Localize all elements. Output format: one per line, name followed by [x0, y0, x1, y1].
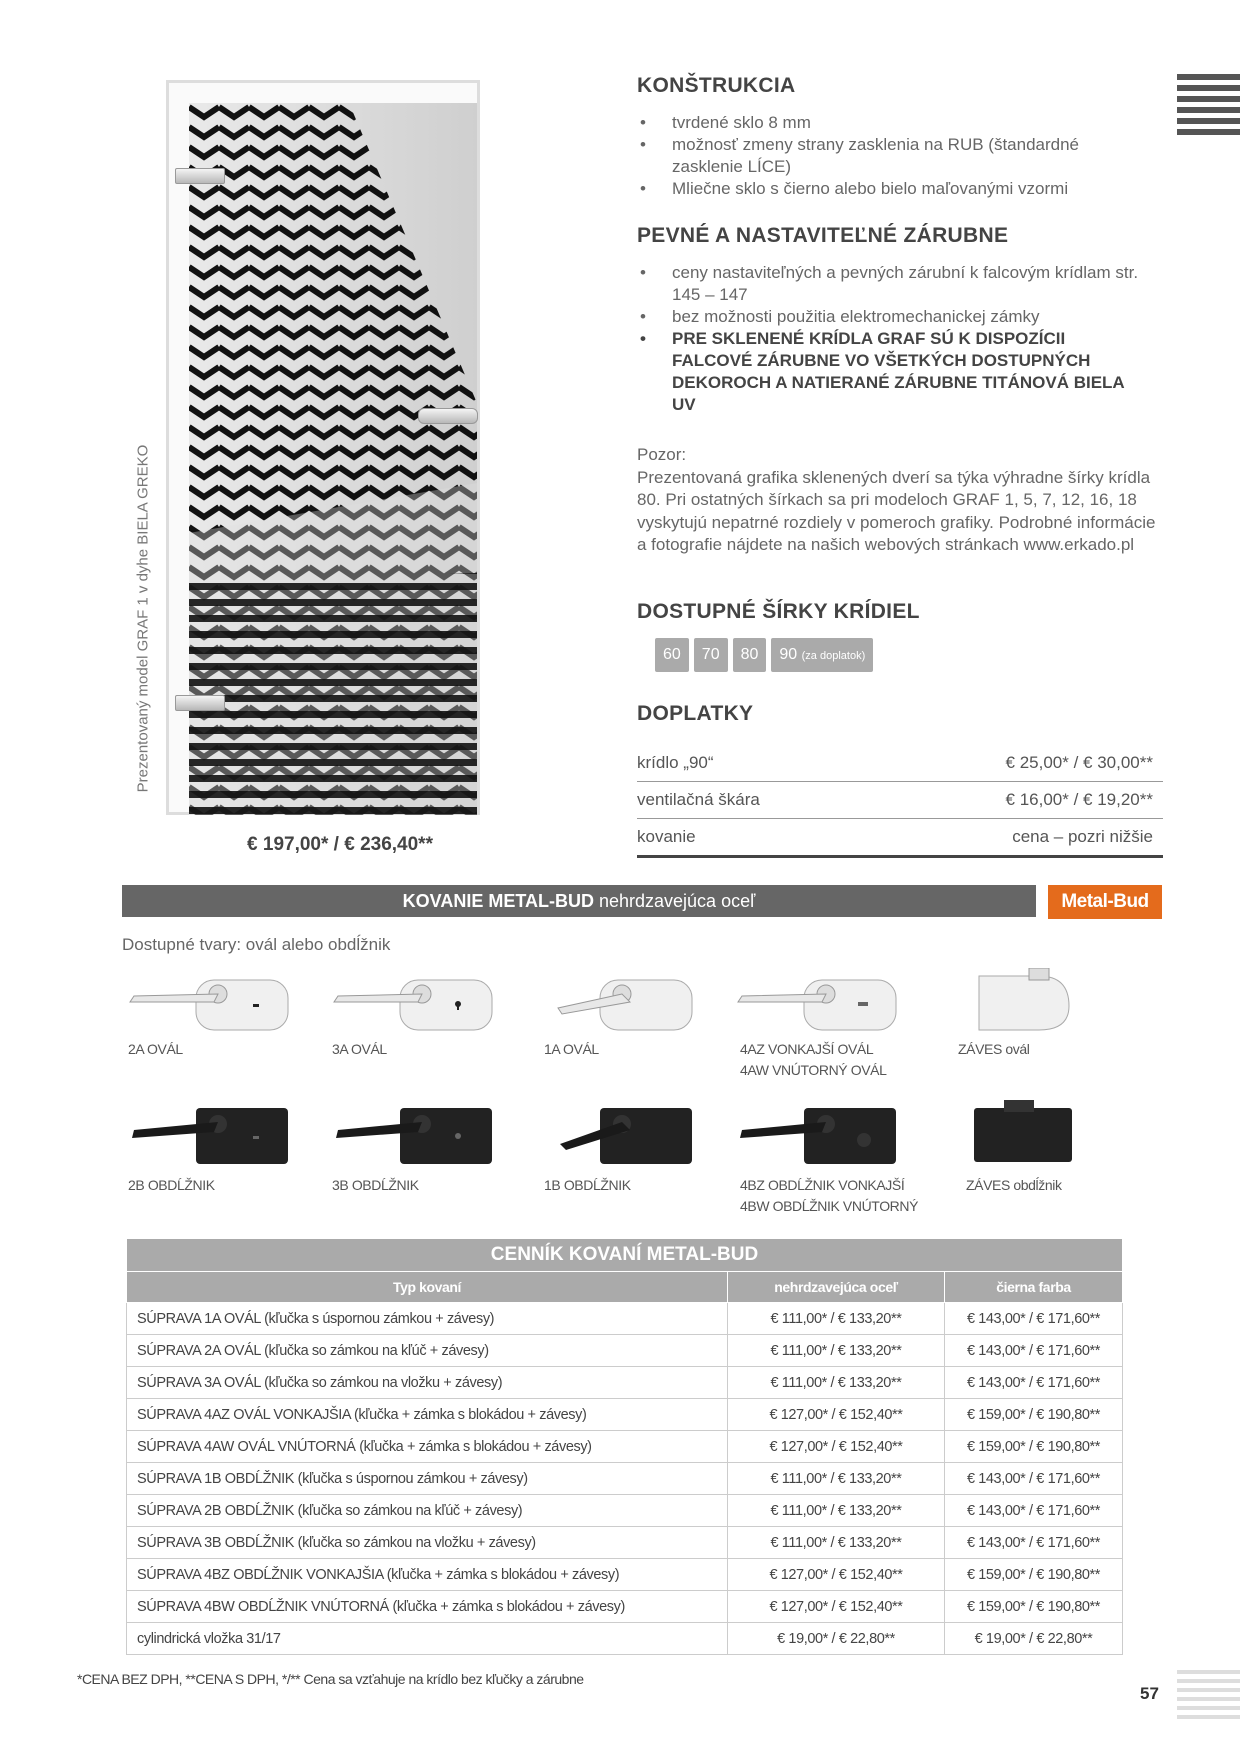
type-cell: SÚPRAVA 4BZ OBDĹŽNIK VONKAJŠIA (kľučka + zámka s blokádou + závesy)	[127, 1559, 728, 1591]
door-price: € 197,00* / € 236,40**	[247, 834, 433, 855]
width-badge: 70	[694, 638, 728, 672]
price-table-title: CENNÍK KOVANÍ METAL-BUD	[127, 1239, 1123, 1272]
handle-1a-oval-image	[540, 968, 715, 1043]
black-price: € 159,00* / € 190,80**	[945, 1431, 1123, 1463]
hardware-label: 1B OBDĹŽNIK	[544, 1177, 631, 1193]
steel-price: € 111,00* / € 133,20**	[728, 1527, 945, 1559]
notice-block	[637, 444, 1157, 557]
hardware-label: 4BZ OBDĹŽNIK VONKAJŠÍ 4BW OBDĹŽNIK VNÚTORNÝ	[740, 1177, 919, 1214]
type-cell: SÚPRAVA 4BW OBDĹŽNIK VNÚTORNÁ (kľučka + zámka s blokádou + závesy)	[127, 1591, 728, 1623]
door-caption: Prezentovaný model GRAF 1 v dyhe BIELA GREKO	[134, 444, 152, 793]
top-stripes-decoration	[1177, 74, 1240, 140]
surcharge-row	[637, 782, 1163, 819]
width-badge-90: 90 (za doplatok)	[771, 638, 873, 672]
table-row	[127, 1303, 1123, 1335]
construction-list	[637, 112, 1107, 200]
type-cell: SÚPRAVA 3A OVÁL (kľučka so zámkou na vložku + závesy)	[127, 1367, 728, 1399]
black-price: € 159,00* / € 190,80**	[945, 1591, 1123, 1623]
door-handle	[418, 408, 478, 424]
surcharge-label: ventilačná škára	[637, 790, 760, 809]
surcharges-title: DOPLATKY	[637, 702, 754, 725]
steel-price: € 127,00* / € 152,40**	[728, 1399, 945, 1431]
table-row	[127, 1559, 1123, 1591]
door-glass-pattern	[189, 103, 477, 815]
construction-title: KONŠTRUKCIA	[637, 74, 796, 97]
surcharge-price: € 16,00* / € 19,20**	[1005, 790, 1153, 809]
table-row	[127, 1591, 1123, 1623]
hardware-label: ZÁVES obdĺžnik	[966, 1177, 1062, 1193]
page-number: 57	[1140, 1684, 1159, 1703]
handle-3a-oval-image	[330, 968, 505, 1043]
table-row	[127, 1527, 1123, 1559]
table-row	[127, 1431, 1123, 1463]
black-price: € 159,00* / € 190,80**	[945, 1399, 1123, 1431]
black-price: € 143,00* / € 171,60**	[945, 1303, 1123, 1335]
hinge-rect-image	[944, 1100, 1119, 1175]
black-price: € 143,00* / € 171,60**	[945, 1463, 1123, 1495]
steel-price: € 111,00* / € 133,20**	[728, 1303, 945, 1335]
surcharge-price: € 25,00* / € 30,00**	[1005, 753, 1153, 772]
hardware-label: 4AZ VONKAJŠÍ OVÁL 4AW VNÚTORNÝ OVÁL	[740, 1041, 887, 1078]
table-row	[127, 1623, 1123, 1655]
black-price: € 143,00* / € 171,60**	[945, 1527, 1123, 1559]
steel-price: € 127,00* / € 152,40**	[728, 1431, 945, 1463]
width-badge: 60	[655, 638, 689, 672]
hardware-label: 2A OVÁL	[128, 1041, 183, 1057]
frames-item: • bez možnosti použitia elektromechanickej zámky	[637, 306, 1142, 328]
header-black: čierna farba	[945, 1272, 1123, 1303]
hardware-label: ZÁVES ovál	[958, 1041, 1030, 1057]
table-row	[127, 1399, 1123, 1431]
surcharge-row	[637, 745, 1163, 782]
construction-item: • možnosť zmeny strany zasklenia na RUB (štandardné zasklenie LÍCE)	[637, 134, 1107, 178]
type-cell: SÚPRAVA 2A OVÁL (kľučka so zámkou na kľúč + závesy)	[127, 1335, 728, 1367]
metalbud-section-bar: KOVANIE METAL-BUD nehrdzavejúca oceľ	[122, 885, 1036, 917]
steel-price: € 19,00* / € 22,80**	[728, 1623, 945, 1655]
hardware-price-table	[126, 1238, 1123, 1655]
construction-item: • Mliečne sklo s čierno alebo bielo maľovanými vzormi	[637, 178, 1107, 200]
surcharge-price: cena – pozri nižšie	[1012, 827, 1153, 846]
notice-text: Prezentovaná grafika sklenených dverí sa týka výhradne šírky krídla 80. Pri ostatných šírkach sa pri modeloch GRAF 1, 5, 7, 12, 16, 18 vyskytujú nepatrné rozdiely v pomeroch grafiky. Podrobné informácie a fotografie nájdete na našich webových stránkach www.erkado.pl	[637, 467, 1156, 554]
bottom-stripes-decoration	[1177, 1670, 1240, 1724]
construction-item: • tvrdené sklo 8 mm	[637, 112, 1107, 134]
hardware-label: 1A OVÁL	[544, 1041, 599, 1057]
available-shapes-text: Dostupné tvary: ovál alebo obdĺžnik	[122, 935, 391, 954]
steel-price: € 111,00* / € 133,20**	[728, 1463, 945, 1495]
table-row	[127, 1367, 1123, 1399]
frames-title: PEVNÉ A NASTAVITEĽNÉ ZÁRUBNE	[637, 224, 1009, 247]
header-steel: nehrdzavejúca oceľ	[728, 1272, 945, 1303]
table-row	[127, 1463, 1123, 1495]
type-cell: SÚPRAVA 1A OVÁL (kľučka s úspornou zámkou + závesy)	[127, 1303, 728, 1335]
hardware-label: 3B OBDĹŽNIK	[332, 1177, 419, 1193]
steel-price: € 111,00* / € 133,20**	[728, 1495, 945, 1527]
hinge-oval-image	[944, 968, 1119, 1043]
hardware-label: 2B OBDĹŽNIK	[128, 1177, 215, 1193]
type-cell: SÚPRAVA 3B OBDĹŽNIK (kľučka so zámkou na vložku + závesy)	[127, 1527, 728, 1559]
handle-2a-oval-image	[126, 968, 301, 1043]
handle-3b-rect-image	[330, 1100, 505, 1175]
frames-item: • ceny nastaviteľných a pevných zárubní k falcovým krídlam str. 145 – 147	[637, 262, 1142, 306]
frames-bold-item: • PRE SKLENENÉ KRÍDLA GRAF SÚ K DISPOZÍCII FALCOVÉ ZÁRUBNE VO VŠETKÝCH DOSTUPNÝCH DEKOROCH A NATIERANÉ ZÁRUBNE TITÁNOVÁ BIELA UV	[637, 328, 1142, 416]
surcharge-row	[637, 819, 1163, 858]
type-cell: SÚPRAVA 1B OBDĹŽNIK (kľučka s úspornou zámkou + závesy)	[127, 1463, 728, 1495]
top-hinge	[175, 168, 225, 184]
black-price: € 19,00* / € 22,80**	[945, 1623, 1123, 1655]
black-price: € 143,00* / € 171,60**	[945, 1335, 1123, 1367]
type-cell: SÚPRAVA 2B OBDĹŽNIK (kľučka so zámkou na kľúč + závesy)	[127, 1495, 728, 1527]
steel-price: € 111,00* / € 133,20**	[728, 1367, 945, 1399]
surcharge-label: krídlo „90“	[637, 753, 714, 772]
notice-label: Pozor:	[637, 445, 687, 464]
hardware-label: 3A OVÁL	[332, 1041, 387, 1057]
surcharges-table	[637, 745, 1163, 858]
steel-price: € 127,00* / € 152,40**	[728, 1591, 945, 1623]
widths-title: DOSTUPNÉ ŠÍRKY KRÍDIEL	[637, 600, 920, 623]
black-price: € 143,00* / € 171,60**	[945, 1495, 1123, 1527]
type-cell: SÚPRAVA 4AZ OVÁL VONKAJŠIA (kľučka + zámka s blokádou + závesy)	[127, 1399, 728, 1431]
width-badge: 80	[733, 638, 767, 672]
surcharge-label: kovanie	[637, 827, 696, 846]
black-price: € 143,00* / € 171,60**	[945, 1367, 1123, 1399]
widths-list	[655, 638, 873, 672]
table-row	[127, 1495, 1123, 1527]
handle-4a-oval-image	[734, 968, 909, 1043]
steel-price: € 111,00* / € 133,20**	[728, 1335, 945, 1367]
type-cell: SÚPRAVA 4AW OVÁL VNÚTORNÁ (kľučka + zámka s blokádou + závesy)	[127, 1431, 728, 1463]
handle-1b-rect-image	[540, 1100, 715, 1175]
bottom-hinge	[175, 695, 225, 711]
metalbud-logo: Metal-Bud	[1048, 885, 1162, 919]
handle-2b-rect-image	[126, 1100, 301, 1175]
header-type: Typ kovaní	[127, 1272, 728, 1303]
black-price: € 159,00* / € 190,80**	[945, 1559, 1123, 1591]
handle-4b-rect-image	[734, 1100, 909, 1175]
steel-price: € 127,00* / € 152,40**	[728, 1559, 945, 1591]
type-cell: cylindrická vložka 31/17	[127, 1623, 728, 1655]
price-footnote: *CENA BEZ DPH, **CENA S DPH, */** Cena sa vzťahuje na krídlo bez kľučky a zárubne	[77, 1671, 584, 1687]
table-row	[127, 1335, 1123, 1367]
frames-list	[637, 262, 1142, 416]
